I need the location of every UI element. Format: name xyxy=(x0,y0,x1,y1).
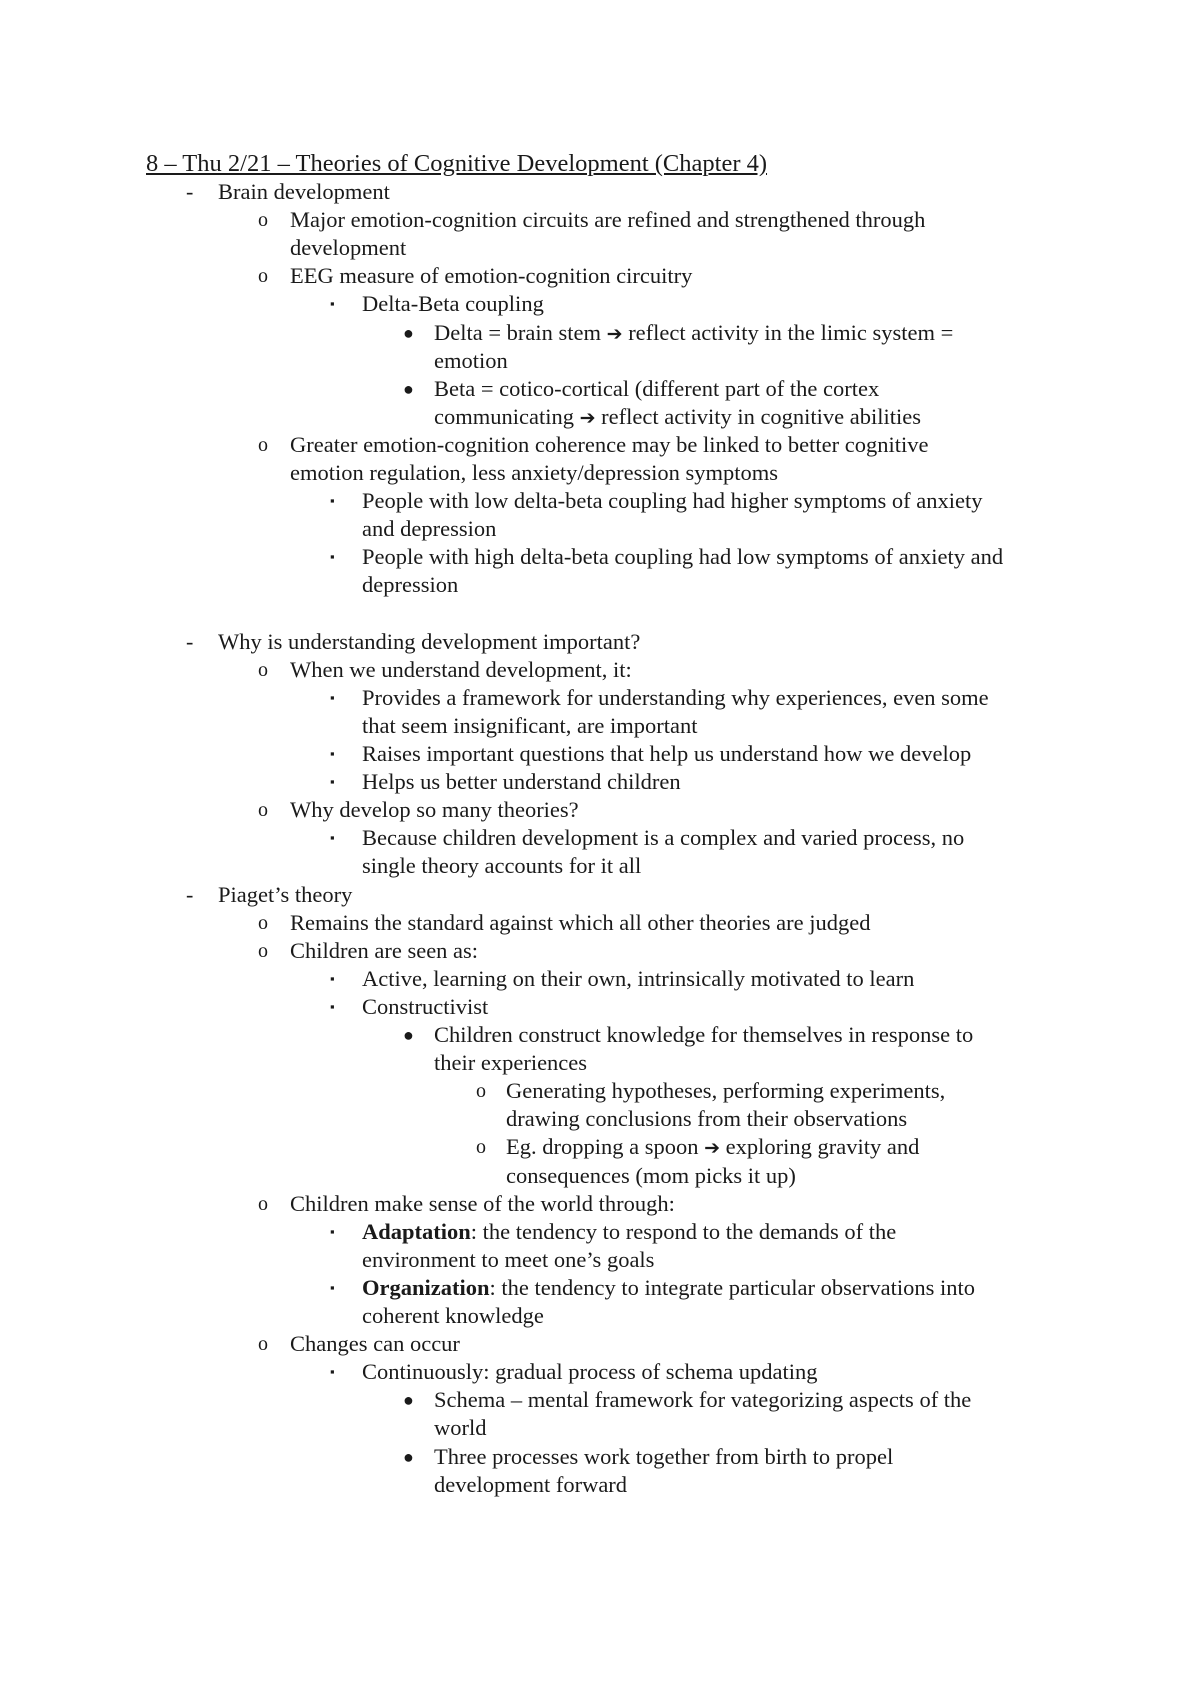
text-segment: Three processes work together from birth to propel xyxy=(434,1443,894,1469)
list-item-continuation xyxy=(362,1246,654,1274)
circle-bullet: o xyxy=(258,265,268,288)
text-segment: Changes can occur xyxy=(290,1331,460,1357)
text-segment: exploring gravity and xyxy=(720,1134,920,1160)
text-segment: Children make sense of the world through: xyxy=(290,1190,675,1216)
text-segment: Because children development is a complex and varied process, no xyxy=(362,825,965,851)
circle-bullet: o xyxy=(258,911,268,934)
text-segment: People with low delta-beta coupling had higher symptoms of anxiety xyxy=(362,488,983,514)
list-item xyxy=(434,319,953,347)
list-item xyxy=(362,1218,896,1246)
square-bullet-icon: ▪ xyxy=(330,1223,335,1239)
list-item xyxy=(362,290,544,318)
circle-bullet: o xyxy=(258,1333,268,1356)
text-segment: People with high delta-beta coupling had low symptoms of anxiety and xyxy=(362,544,1004,570)
list-item xyxy=(434,1386,971,1414)
text-segment: communicating xyxy=(434,403,580,429)
list-item-continuation xyxy=(434,1414,487,1442)
text-segment: and depression xyxy=(362,516,497,542)
list-item xyxy=(218,628,640,656)
text-segment: development xyxy=(290,235,407,261)
list-item xyxy=(362,487,983,515)
list-item xyxy=(290,796,579,824)
list-item xyxy=(362,1358,818,1386)
square-bullet-icon: ▪ xyxy=(330,970,335,986)
circle-bullet: o xyxy=(258,1192,268,1215)
list-item-continuation xyxy=(362,1302,544,1330)
right-arrow-icon: ➔ xyxy=(704,1137,721,1160)
text-segment: Generating hypotheses, performing experiments, xyxy=(506,1078,946,1104)
text-segment: Why is understanding development important? xyxy=(218,628,641,654)
dash-bullet: - xyxy=(186,881,194,907)
circle-bullet: o xyxy=(258,433,268,456)
dash-bullet: - xyxy=(186,628,194,654)
list-item xyxy=(434,1443,893,1471)
text-segment: coherent knowledge xyxy=(362,1303,544,1328)
square-bullet-icon: ▪ xyxy=(330,1364,335,1380)
text-segment: emotion regulation, less anxiety/depression symptoms xyxy=(290,460,779,485)
list-item xyxy=(506,1077,945,1105)
circle-bullet: o xyxy=(258,939,268,962)
list-item-continuation xyxy=(362,712,698,740)
list-item xyxy=(362,824,964,852)
square-bullet-icon: ▪ xyxy=(330,1279,335,1295)
text-segment: reflect activity in the limic system = xyxy=(622,319,954,345)
list-item-continuation xyxy=(506,1105,907,1133)
list-item xyxy=(290,206,925,234)
list-item-continuation xyxy=(362,852,641,880)
list-item xyxy=(362,993,488,1021)
square-bullet-icon: ▪ xyxy=(330,296,335,312)
dot-bullet-icon: ● xyxy=(403,1025,414,1045)
text-segment: environment to meet one’s goals xyxy=(362,1246,655,1272)
circle-bullet: o xyxy=(258,209,268,232)
text-segment: reflect activity in cognitive abilities xyxy=(595,403,922,429)
text-segment: Raises important questions that help us understand how we develop xyxy=(362,741,972,766)
circle-bullet: o xyxy=(476,1136,486,1159)
square-bullet-icon: ▪ xyxy=(330,830,335,846)
list-item-continuation xyxy=(362,515,496,543)
right-arrow-icon: ➔ xyxy=(606,322,623,345)
text-segment: Active, learning on their own, intrinsically motivated to learn xyxy=(362,965,915,991)
text-segment: Remains the standard against which all other theories are judged xyxy=(290,909,871,935)
text-segment: Helps us better understand children xyxy=(362,769,681,795)
circle-bullet: o xyxy=(258,799,268,822)
text-segment: consequences (mom picks it up) xyxy=(506,1162,796,1188)
text-segment: Continuously: gradual process of schema updating xyxy=(362,1359,818,1385)
square-bullet-icon: ▪ xyxy=(330,998,335,1014)
list-item xyxy=(362,965,914,993)
text-segment: Beta = cotico-cortical (different part of the cortex xyxy=(434,375,880,401)
square-bullet-icon: ▪ xyxy=(330,774,335,790)
text-segment: Major emotion-cognition circuits are refined and strengthened through xyxy=(290,207,926,233)
list-item xyxy=(434,375,879,403)
list-item xyxy=(362,768,681,796)
text-segment: their experiences xyxy=(434,1050,588,1076)
dot-bullet-icon: ● xyxy=(403,1446,414,1467)
right-arrow-icon: ➔ xyxy=(579,406,596,429)
text-segment: depression xyxy=(362,572,459,598)
term-bold: Adaptation xyxy=(362,1218,471,1244)
list-item xyxy=(362,543,1003,571)
list-item xyxy=(218,178,390,206)
text-segment: Greater emotion-cognition coherence may be linked to better cognitive xyxy=(290,431,929,457)
text-segment: single theory accounts for it all xyxy=(362,853,642,879)
list-item xyxy=(290,656,632,684)
list-item-continuation xyxy=(290,459,778,487)
list-item-continuation xyxy=(434,1049,587,1077)
text-segment: Children are seen as: xyxy=(290,937,479,963)
text-segment: Children construct knowledge for themselves in response to xyxy=(434,1022,974,1047)
list-item xyxy=(290,431,929,459)
text-segment: Provides a framework for understanding why experiences, even some xyxy=(362,684,989,710)
dot-bullet-icon: ● xyxy=(403,378,414,399)
list-item xyxy=(362,740,971,768)
square-bullet-icon: ▪ xyxy=(330,493,335,509)
dot-bullet-icon: ● xyxy=(403,322,414,343)
text-segment: : the tendency to respond to the demands of the xyxy=(470,1218,897,1244)
list-item xyxy=(290,1330,460,1358)
list-item xyxy=(362,1274,975,1302)
square-bullet-icon: ▪ xyxy=(330,549,335,565)
dash-bullet: - xyxy=(186,179,194,204)
dot-bullet-icon: ● xyxy=(403,1390,414,1411)
square-bullet-icon: ▪ xyxy=(330,689,335,705)
list-item-continuation xyxy=(290,234,406,262)
circle-bullet: o xyxy=(258,658,268,681)
list-item xyxy=(506,1133,919,1161)
text-segment: Eg. dropping a spoon xyxy=(506,1134,705,1160)
text-segment: world xyxy=(434,1415,487,1441)
text-segment: Schema – mental framework for vategorizing aspects of the xyxy=(434,1387,972,1413)
list-item xyxy=(290,262,692,290)
list-item-continuation xyxy=(506,1162,796,1190)
text-segment: EEG measure of emotion-cognition circuitry xyxy=(290,263,693,289)
list-item xyxy=(290,1190,675,1218)
term-bold: Organization xyxy=(362,1274,490,1300)
text-segment: Constructivist xyxy=(362,993,489,1019)
text-segment: Delta = brain stem xyxy=(434,319,607,345)
list-item-continuation xyxy=(434,347,508,375)
list-item-continuation xyxy=(434,403,921,431)
text-segment: drawing conclusions from their observations xyxy=(506,1106,908,1132)
text-segment: Delta-Beta coupling xyxy=(362,291,544,317)
text-segment: development forward xyxy=(434,1471,628,1497)
text-segment: Why develop so many theories? xyxy=(290,797,579,823)
page-title: 8 – Thu 2/21 – Theories of Cognitive Development (Chapter 4) xyxy=(146,150,768,177)
text-segment: When we understand development, it: xyxy=(290,656,632,682)
text-segment: that seem insignificant, are important xyxy=(362,712,698,738)
list-item-continuation xyxy=(362,571,458,599)
list-item-continuation xyxy=(434,1471,627,1499)
list-item xyxy=(362,684,989,712)
list-item xyxy=(290,909,870,937)
list-item xyxy=(218,881,352,909)
list-item xyxy=(434,1021,973,1049)
text-segment: : the tendency to integrate particular observations into xyxy=(489,1274,975,1300)
square-bullet-icon: ▪ xyxy=(330,746,335,761)
list-item xyxy=(290,937,478,965)
text-segment: emotion xyxy=(434,347,508,373)
circle-bullet: o xyxy=(476,1080,486,1103)
text-segment: Brain development xyxy=(218,179,390,204)
text-segment: Piaget’s theory xyxy=(218,881,353,907)
